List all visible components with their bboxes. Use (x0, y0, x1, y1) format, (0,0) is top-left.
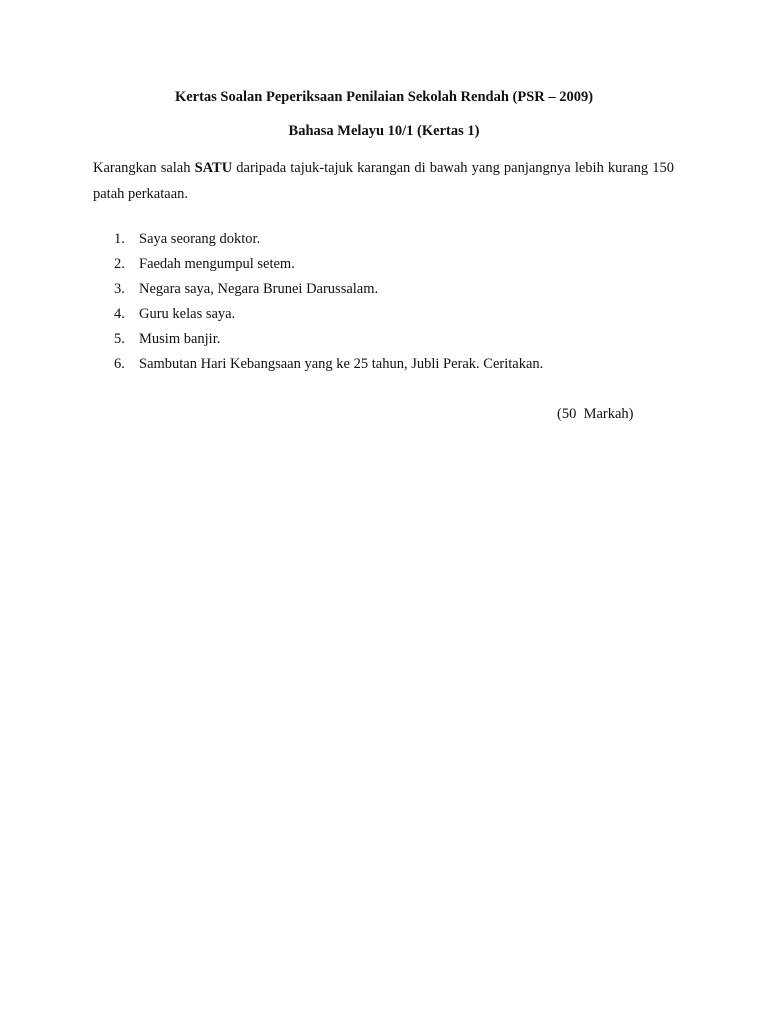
list-item-text: Musim banjir. (139, 331, 221, 347)
list-item (0, 280, 768, 305)
instruction-paragraph (93, 155, 674, 207)
list-item-text: Guru kelas saya. (139, 306, 236, 322)
list-item (0, 230, 768, 255)
instruction-text-before: Karangkan salah (93, 160, 195, 176)
list-item (0, 305, 768, 330)
list-item-number: 2. (114, 256, 125, 272)
document-subtitle: Bahasa Melayu 10/1 (Kertas 1) (288, 123, 480, 139)
list-item-text: Sambutan Hari Kebangsaan yang ke 25 tahun, Jubli Perak. Ceritakan. (139, 356, 544, 372)
list-item (0, 355, 768, 380)
document-title: Kertas Soalan Peperiksaan Penilaian Sekolah Rendah (PSR – 2009) (174, 89, 594, 105)
list-item (0, 255, 768, 280)
list-item-number: 6. (114, 356, 125, 372)
list-item (0, 330, 768, 355)
list-item-text: Faedah mengumpul setem. (139, 256, 295, 272)
list-item-number: 3. (114, 281, 125, 297)
marks-label: (50 Markah) (557, 406, 634, 422)
list-item-number: 1. (114, 231, 125, 247)
instruction-emphasis: SATU (194, 160, 233, 176)
list-item-number: 5. (114, 331, 125, 347)
topic-list (0, 230, 768, 380)
list-item-text: Saya seorang doktor. (139, 231, 261, 247)
list-item-text: Negara saya, Negara Brunei Darussalam. (139, 281, 379, 297)
list-item-number: 4. (114, 306, 125, 322)
instruction-text-after: daripada tajuk-tajuk karangan di bawah yang panjangnya lebih kurang 150 patah perkataan. (93, 160, 674, 202)
